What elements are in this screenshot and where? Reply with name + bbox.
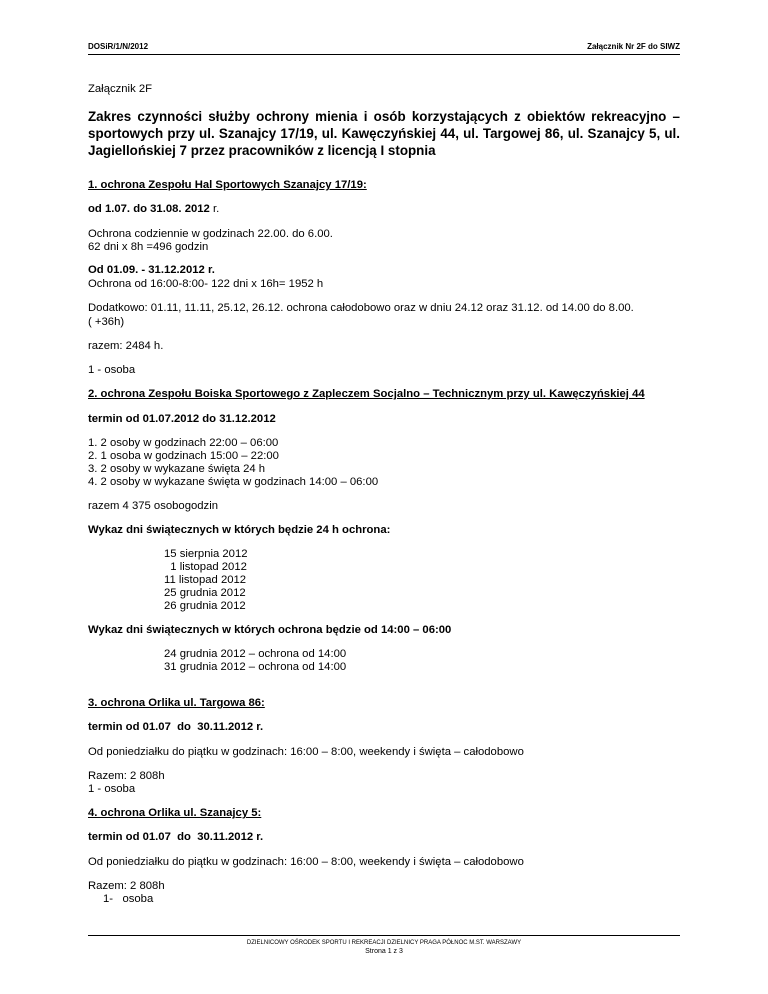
section-1-extra: ( +36h) <box>88 316 125 328</box>
holidays-24h-heading: Wykaz dni świątecznych w których będzie 24 h ochrona: <box>88 524 391 536</box>
section-1-period-1 <box>88 202 219 216</box>
period-1-dates: od 1.07. do 31.08. 2012 <box>88 203 210 215</box>
holiday-date: 24 grudnia 2012 – ochrona od 14:00 <box>164 648 347 660</box>
section-4-schedule: Od poniedziałku do piątku w godzinach: 16:00 – 8:00, weekendy i święta – całodobowo <box>88 856 524 868</box>
footer-page-number: Strona 1 z 3 <box>365 948 403 955</box>
holiday-date: 15 sierpnia 2012 <box>164 548 248 560</box>
holidays-14h-heading: Wykaz dni świątecznych w których ochrona będzie od 14:00 – 06:00 <box>88 624 452 636</box>
section-2-item: 3. 2 osoby w wykazane święta 24 h <box>88 463 266 475</box>
section-1-text: 62 dni x 8h =496 godzin <box>88 241 209 253</box>
section-4-total: Razem: 2 808h <box>88 880 165 892</box>
section-3-schedule: Od poniedziałku do piątku w godzinach: 16:00 – 8:00, weekendy i święta – całodobowo <box>88 746 524 758</box>
footer-organization: DZIELNICOWY OŚRODEK SPORTU I REKREACJI DZIELNICY PRAGA PÓŁNOC M.ST. WARSZAWY <box>246 940 522 946</box>
section-2-heading: 2. ochrona Zespołu Boiska Sportowego z Zapleczem Socjalno – Technicznym przy ul. Kawęczyńskiej 44 <box>88 388 645 400</box>
section-4-persons: 1- osoba <box>103 893 154 905</box>
attachment-label: Załącznik 2F <box>88 83 153 95</box>
section-2-item: 1. 2 osoby w godzinach 22:00 – 06:00 <box>88 437 279 449</box>
section-3-persons: 1 - osoba <box>88 783 136 795</box>
footer-rule <box>88 935 680 936</box>
section-3-term: termin od 01.07 do 30.11.2012 r. <box>88 721 264 733</box>
section-1-persons: 1 - osoba <box>88 364 136 376</box>
header-attachment-ref: Załącznik Nr 2F do SIWZ <box>587 42 680 51</box>
section-2-term: termin od 01.07.2012 do 31.12.2012 <box>88 413 276 425</box>
section-2-total: razem 4 375 osobogodzin <box>88 500 219 512</box>
section-1-heading: 1. ochrona Zespołu Hal Sportowych Szanajcy 17/19: <box>88 179 367 191</box>
holiday-date: 31 grudnia 2012 – ochrona od 14:00 <box>164 661 347 673</box>
header-rule <box>88 54 680 55</box>
holiday-date: 11 listopad 2012 <box>164 574 247 586</box>
holiday-date: 26 grudnia 2012 <box>164 600 246 612</box>
section-2-item: 4. 2 osoby w wykazane święta w godzinach 14:00 – 06:00 <box>88 476 379 488</box>
section-1-text: Ochrona codziennie w godzinach 22.00. do 6.00. <box>88 228 333 240</box>
section-1-period-2: Od 01.09. - 31.12.2012 r. <box>88 264 215 276</box>
section-2-item: 2. 1 osoba w godzinach 15:00 – 22:00 <box>88 450 279 462</box>
section-4-term: termin od 01.07 do 30.11.2012 r. <box>88 831 264 843</box>
section-1-text: Ochrona od 16:00-8:00- 122 dni x 16h= 1952 h <box>88 278 324 290</box>
holiday-date: 25 grudnia 2012 <box>164 587 246 599</box>
section-3-total: Razem: 2 808h <box>88 770 165 782</box>
section-4-heading: 4. ochrona Orlika ul. Szanajcy 5: <box>88 807 262 819</box>
header-doc-id: DOSiR/1/N/2012 <box>88 42 149 51</box>
holiday-date: 1 listopad 2012 <box>164 561 247 573</box>
section-1-extra: Dodatkowo: 01.11, 11.11, 25.12, 26.12. ochrona całodobowo oraz w dniu 24.12 oraz 31.12. od 14.00 do 8.00. <box>88 302 634 314</box>
document-title: Zakres czynności służby ochrony mienia i osób korzystających z obiektów rekreacyjno – sportowych przy ul. Szanajcy 17/19, ul. Kawęczyńskiej 44, ul. Targowej 86, ul. Szanajcy 5, ul. Jagiellońskiej 7 przez pracowników z licencją I stopnia <box>88 109 680 158</box>
period-1-suffix: r. <box>209 203 220 215</box>
section-3-heading: 3. ochrona Orlika ul. Targowa 86: <box>88 697 265 709</box>
section-1-total: razem: 2484 h. <box>88 340 164 352</box>
